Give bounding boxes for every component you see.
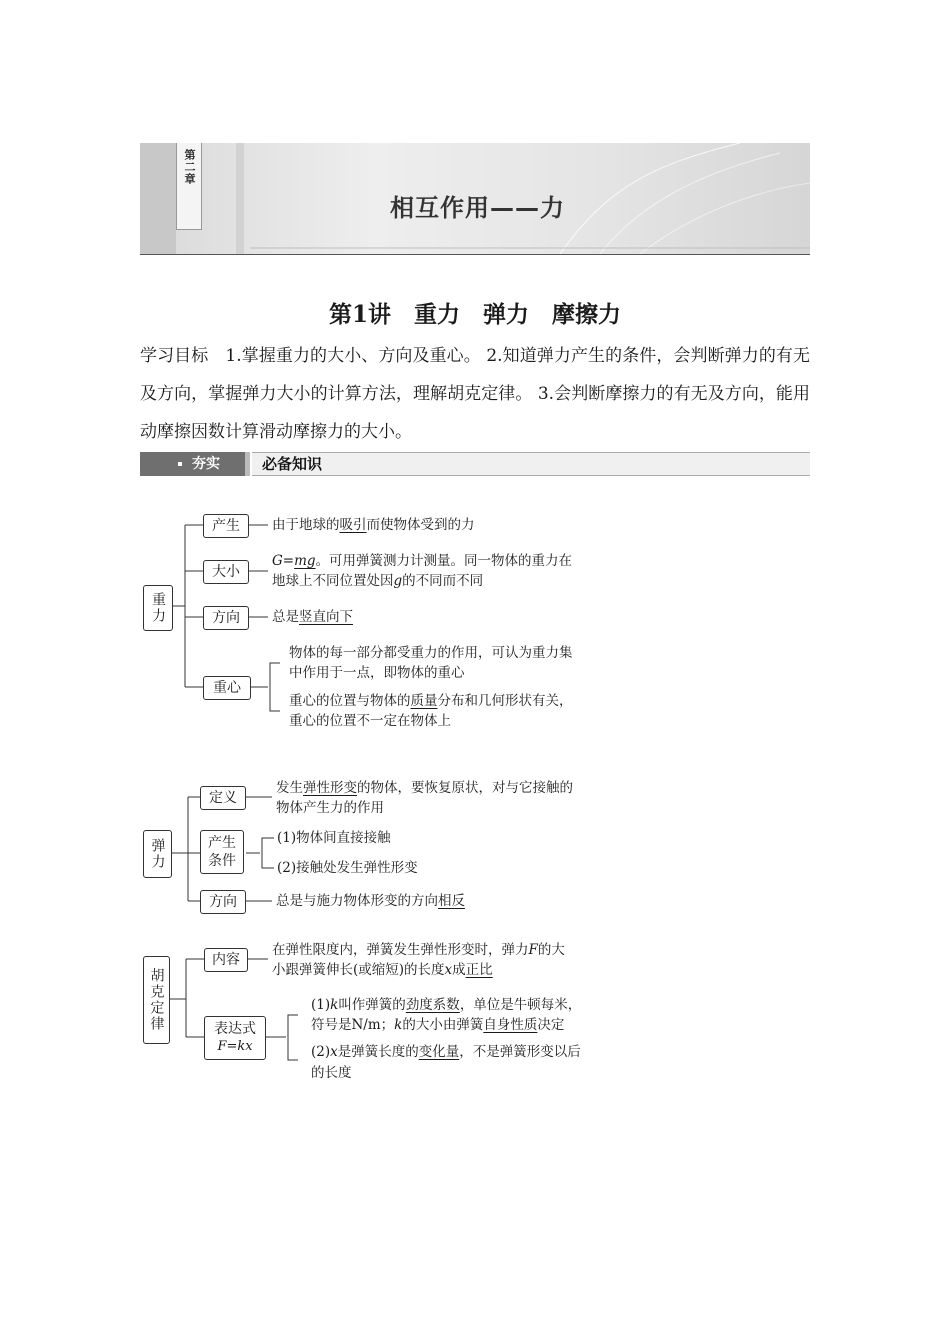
gravity-size-box: 大小 (203, 560, 249, 584)
hooke-expression-box: 表达式 F=kx (204, 1016, 266, 1060)
elastic-condition-2: (2)接触处发生弹性形变 (277, 860, 418, 876)
gravity-produce-text: 由于地球的吸引而使物体受到的力 (272, 517, 475, 533)
gravity-direction-text: 总是竖直向下 (272, 609, 353, 625)
hooke-expression-p3: (2)x是弹簧长度的变化量，不是弹簧形变以后 (311, 1044, 581, 1060)
hooke-content-box: 内容 (204, 948, 248, 972)
learning-goals: 学习目标 1.掌握重力的大小、方向及重心。 2.知道弹力产生的条件，会判断弹力的有无及方向，掌握弹力大小的计算方法，理解胡克定律。 3.会判断摩擦力的有无及方向，能用动摩擦因数计算滑动摩擦力的大小。 (140, 346, 810, 442)
elastic-root-box: 弹力 (143, 830, 172, 878)
gravity-direction-box: 方向 (203, 606, 249, 630)
hooke-expression-p2: 符号是N/m；k的大小由弹簧自身性质决定 (311, 1017, 565, 1033)
elastic-condition-box: 产生条件 (200, 830, 244, 874)
elastic-condition-1: (1)物体间直接接触 (277, 830, 391, 846)
section-tag: 夯实 (140, 452, 245, 476)
elastic-definition-line2: 物体产生力的作用 (276, 800, 384, 816)
hooke-expression-p4: 的长度 (311, 1065, 352, 1081)
chapter-tab: 第二章 (176, 143, 202, 230)
elastic-definition-line1: 发生弹性形变的物体，要恢复原状，对与它接触的 (276, 780, 573, 796)
elastic-direction-text: 总是与施力物体形变的方向相反 (276, 893, 465, 909)
gravity-center-a2: 中作用于一点，即物体的重心 (289, 665, 465, 681)
lecture-title: 第1讲 重力 弹力 摩擦力 (328, 301, 621, 328)
gravity-size-line1: G=mg。可用弹簧测力计测量。同一物体的重力在 (272, 553, 573, 569)
gravity-root-box: 重力 (143, 585, 173, 631)
hooke-content-line1: 在弹性限度内，弹簧发生弹性形变时，弹力F的大 (272, 942, 565, 958)
gravity-center-box: 重心 (203, 676, 251, 700)
chapter-title: 相互作用——力 (390, 194, 565, 222)
gravity-size-line2: 地球上不同位置处因g的不同而不同 (272, 573, 484, 589)
gravity-produce-box: 产生 (203, 514, 249, 538)
elastic-definition-box: 定义 (200, 786, 246, 810)
gravity-center-a1: 物体的每一部分都受重力的作用，可认为重力集 (289, 645, 573, 661)
hooke-root-box: 胡克定律 (143, 956, 170, 1044)
hooke-formula: F=kx (217, 1039, 253, 1054)
section-title: 必备知识 (252, 452, 810, 476)
gravity-center-b1: 重心的位置与物体的质量分布和几何形状有关， (289, 693, 573, 709)
gravity-center-b2: 重心的位置不一定在物体上 (289, 713, 451, 729)
hooke-content-line2: 小跟弹簧伸长(或缩短)的长度x成正比 (272, 962, 493, 978)
hooke-expression-p1: (1)k叫作弹簧的劲度系数，单位是牛顿每米， (311, 997, 582, 1013)
elastic-direction-box: 方向 (200, 890, 246, 914)
